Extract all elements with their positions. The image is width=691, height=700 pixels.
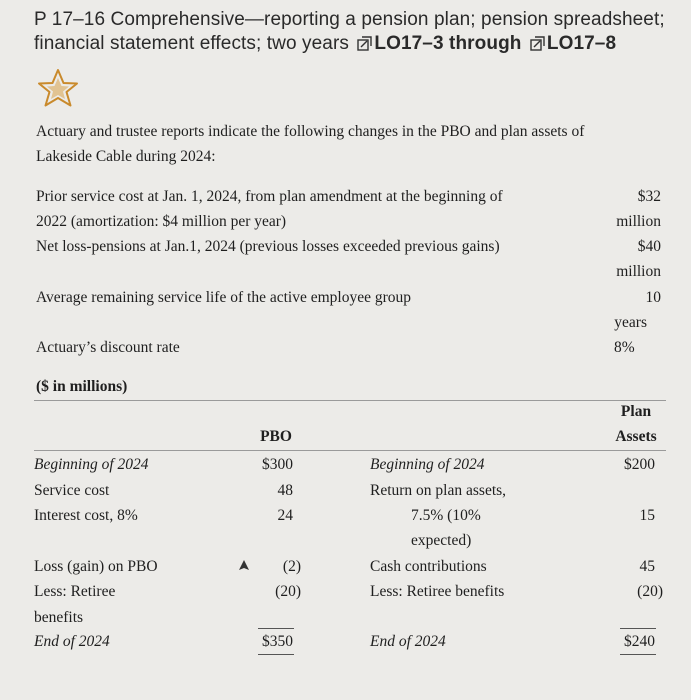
pbo-total-underline [258,654,294,655]
table-caption: ($ in millions) [36,378,128,395]
pbo-interest-label: Interest cost, 8% [34,507,138,524]
external-link-icon[interactable] [530,35,545,50]
pbo-header: PBO [260,428,292,445]
lo-through: through [449,33,522,54]
pbo-beginning-value: $300 [262,456,293,473]
pbo-beginning-label: Beginning of 2024 [34,456,149,473]
discount-label: Actuary’s discount rate [36,339,180,356]
cursor-icon [238,560,250,574]
pbo-loss-value: (2) [282,558,301,575]
pbo-service-value: 48 [277,482,293,499]
assets-subtotal-rule [620,628,656,629]
pbo-service-label: Service cost [34,482,110,499]
pbo-retiree-label-line1: Less: Retiree [34,583,116,600]
prior-service-label-line1: Prior service cost at Jan. 1, 2024, from plan amendment at the beginning of [36,188,503,205]
pbo-retiree-label-line2: benefits [34,609,84,626]
net-loss-unit: million [616,263,661,280]
assets-end-value: $240 [624,633,655,650]
net-loss-value: $40 [637,238,661,255]
assets-return-value: 15 [639,507,655,524]
assets-header-line1: Plan [620,403,652,420]
assets-retiree-label: Less: Retiree benefits [370,583,505,600]
star-icon [36,68,80,108]
assets-return-line1: Return on plan assets, [370,482,507,499]
assets-retiree-value: (20) [637,583,663,600]
problem-subtitle: financial statement effects; two years [34,33,349,54]
pbo-end-value: $350 [262,633,293,650]
problem-title: Comprehensive—reporting a pension plan; pension spreadsheet; [110,9,665,30]
intro-line1: Actuary and trustee reports indicate the following changes in the PBO and plan assets of [36,123,585,140]
service-life-unit: years [614,314,647,331]
prior-service-value: $32 [637,188,661,205]
assets-return-line2: 7.5% (10% [411,507,481,524]
discount-value: 8% [614,339,635,356]
net-loss-label: Net loss-pensions at Jan.1, 2024 (previous losses exceeded previous gains) [36,238,500,255]
assets-end-label: End of 2024 [370,633,446,650]
pbo-loss-label: Loss (gain) on PBO [34,558,158,575]
pbo-interest-value: 24 [277,507,293,524]
assets-total-underline [620,654,656,655]
header-rule [34,450,666,451]
prior-service-unit: million [616,213,661,230]
assets-return-line3: expected) [411,532,472,549]
intro-line2: Lakeside Cable during 2024: [36,148,216,165]
assets-header-line2: Assets [615,428,657,445]
table-top-rule [34,400,666,401]
assets-contrib-value: 45 [639,558,655,575]
lo-start-link[interactable]: LO17–3 [374,33,444,54]
lo-end-link[interactable]: LO17–8 [546,33,617,54]
pbo-subtotal-rule [258,628,294,629]
service-life-label: Average remaining service life of the active employee group [36,289,411,306]
assets-beginning-label: Beginning of 2024 [370,456,485,473]
assets-contrib-label: Cash contributions [370,558,487,575]
prior-service-label-line2: 2022 (amortization: $4 million per year) [36,213,287,230]
problem-number: P 17–16 [34,9,106,30]
external-link-icon[interactable] [357,35,372,50]
problem-title-line1 [34,9,665,31]
assets-beginning-value: $200 [624,456,655,473]
pbo-end-label: End of 2024 [34,633,110,650]
pbo-retiree-value: (20) [275,583,301,600]
service-life-value: 10 [645,289,661,306]
problem-title-line2 [34,33,616,55]
